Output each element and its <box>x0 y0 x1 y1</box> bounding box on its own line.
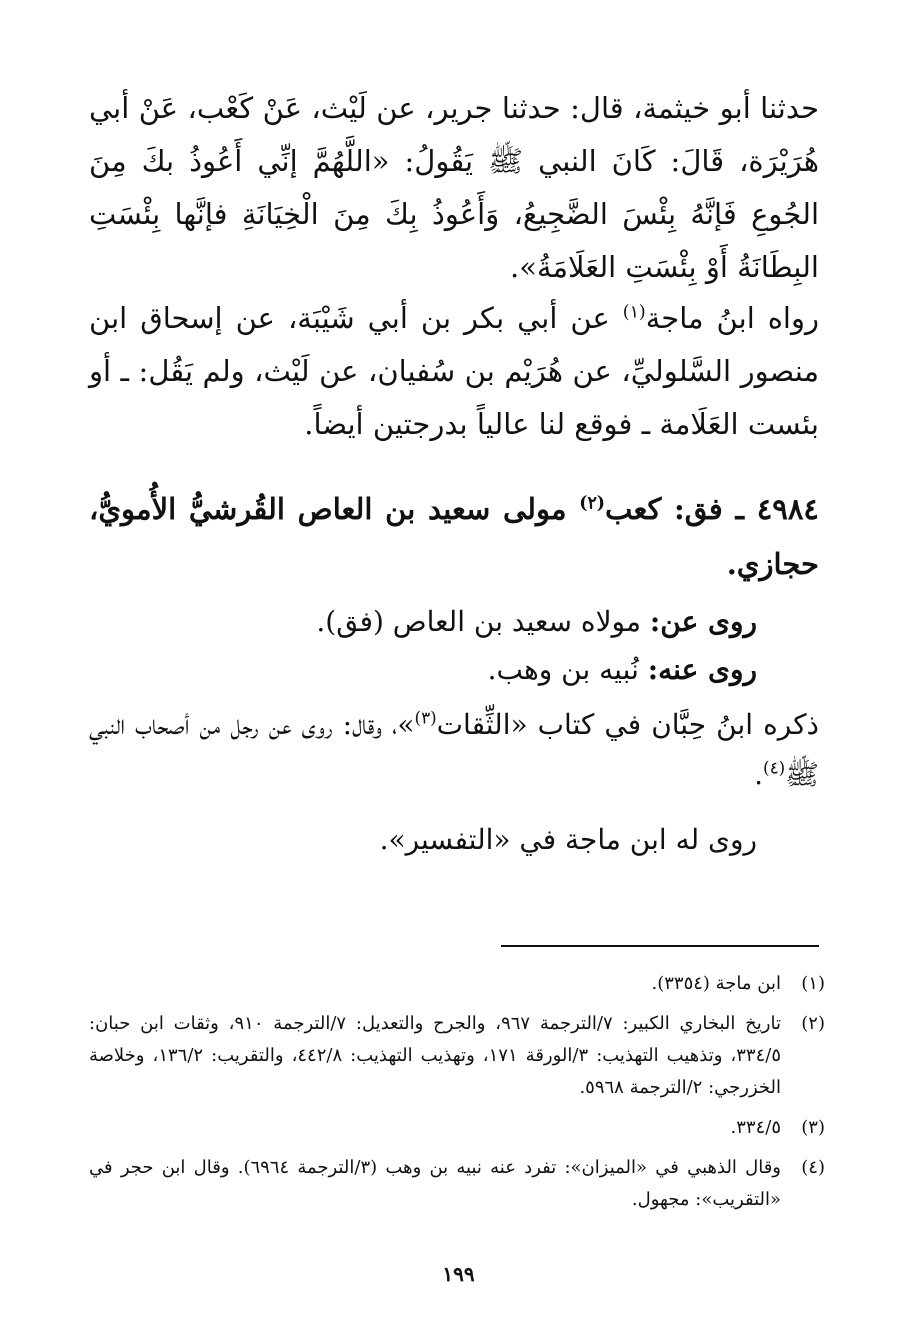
footnote <box>89 1008 825 1104</box>
footnote-number: (٢) <box>801 1013 825 1034</box>
hadith-paragraph <box>89 82 819 294</box>
footnote-separator <box>501 945 819 947</box>
footnote-text: تاريخ البخاري الكبير: ٧/الترجمة ٩٦٧، والجرح والتعديل: ٧/الترجمة ٩١٠، وثقات ابن حبان: ٣٣٤/٥، وتذهيب التهذيب: ٣/الورقة ١٧١، وتهذيب التهذيب: ٤٤٢/٨، والتقريب: ١٣٦/٢، وخلاصة الخزرجي: ٢/الترجمة ٥٩٦٨. <box>89 1013 781 1098</box>
narrated-by-value: نُبيه بن وهب. <box>487 653 648 686</box>
footnote-number: (٣) <box>801 1117 825 1138</box>
thiqat-paragraph <box>89 700 819 800</box>
tafsir-text: روى له ابن ماجة في «التفسير». <box>379 823 757 856</box>
footnote <box>89 1152 825 1216</box>
footnote-ref-1: (١) <box>622 302 646 323</box>
footnote <box>89 1112 825 1144</box>
footnote-text: وقال الذهبي في «الميزان»: تفرد عنه نبيه بن وهب (٣/الترجمة ٦٩٦٤). وقال ابن حجر في «التقريب»: مجهول. <box>89 1157 782 1210</box>
narrated-by-line <box>97 648 757 692</box>
footnote <box>89 968 825 1000</box>
narrated-from-value: مولاه سعيد بن العاص (فق). <box>316 605 650 638</box>
thiqat-text-1: ذكره ابنُ حِبَّان في كتاب «الثِّقات <box>436 708 820 741</box>
entry-lead: ـ فق: كعب <box>605 492 757 526</box>
footnote-text: ٣٣٤/٥. <box>730 1117 781 1138</box>
entry-heading <box>89 482 819 592</box>
entry-number: ٤٩٨٤ <box>756 492 819 526</box>
footnote-ref-4: (٤) <box>763 757 786 778</box>
hadith-text: حدثنا أبو خيثمة، قال: حدثنا جرير، عن لَيْث، عَنْ كَعْب، عَنْ أبي هُرَيْرَة، قَالَ: كَانَ النبي ﷺ يَقُولُ: «اللَّهُمَّ إنِّي أَعُوذُ بكَ مِنَ الجُوعِ فَإنَّهُ بِئْسَ الضَّجِيعُ، وَأَعُوذُ بِكَ مِنَ الْخِيَانَةِ فإنَّها بِئْسَتِ البِطَانَةُ أَوْ بِئْسَتِ العَلَامَةُ». <box>89 91 819 284</box>
narrated-from-label: روى عن: <box>649 605 757 638</box>
footnotes <box>89 968 825 1224</box>
riwaya-paragraph <box>89 292 819 451</box>
narrated-from-line <box>97 600 757 644</box>
tafsir-line <box>97 818 757 862</box>
thiqat-text-2: »، وقال: روى عن رجل من أصحاب النبي ﷺ <box>89 708 819 791</box>
narrated-by-label: روى عنه: <box>647 653 757 686</box>
thiqat-text-3: . <box>754 758 764 791</box>
footnote-text: ابن ماجة (٣٣٥٤). <box>651 973 781 994</box>
riwaya-text-1: رواه ابنُ ماجة <box>645 301 819 335</box>
riwaya-text-2: عن أبي بكر بن أبي شَيْبَة، عن إسحاق ابن منصور السَّلوليِّ، عن هُرَيْم بن سُفيان، عن لَيْث، ولم يَقُل: ـ أو بئست العَلَامة ـ فوقع لنا عالياً بدرجتين أيضاً. <box>89 301 819 441</box>
footnote-number: (١) <box>801 973 825 994</box>
footnote-number: (٤) <box>801 1157 825 1178</box>
footnote-ref-2: (٢) <box>579 493 606 514</box>
page-number: ١٩٩ <box>442 1262 475 1286</box>
entry-rest: مولى سعيد بن العاص القُرشيُّ الأُمويُّ، حجازي. <box>89 492 819 581</box>
footnote-ref-3: (٣) <box>414 707 437 728</box>
